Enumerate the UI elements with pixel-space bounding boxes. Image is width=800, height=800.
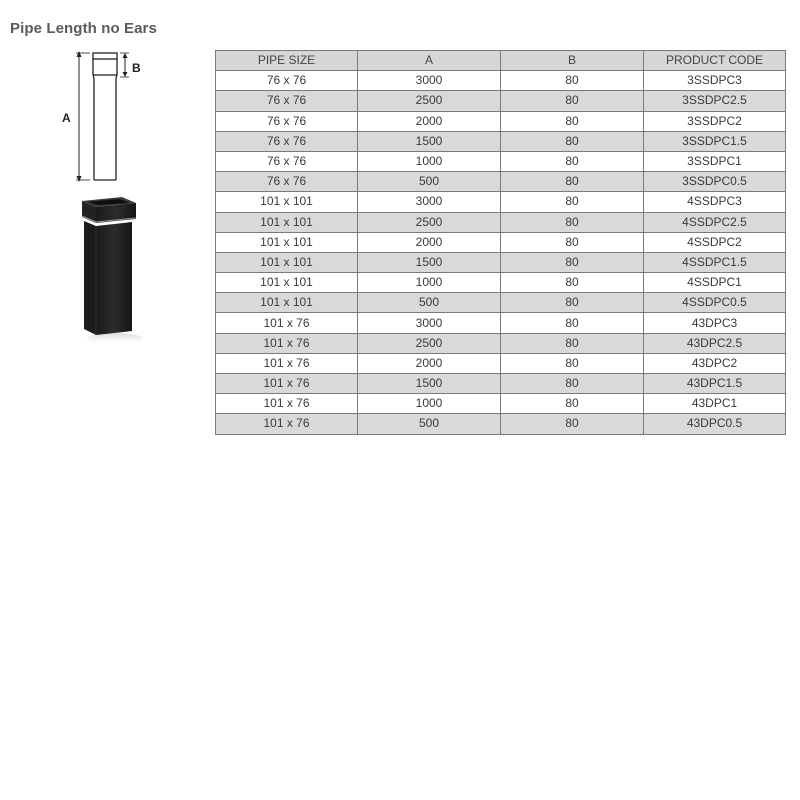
cell-product-code: 3SSDPC3 [644, 71, 786, 91]
cell-product-code: 43DPC1 [644, 394, 786, 414]
pipe-product-photo [70, 193, 150, 348]
cell-product-code: 4SSDPC1 [644, 273, 786, 293]
cell-product-code: 43DPC1.5 [644, 374, 786, 394]
cell-a: 3000 [358, 192, 501, 212]
table-row [216, 232, 786, 252]
dimension-a-marker [76, 51, 90, 182]
page-title: Pipe Length no Ears [10, 20, 157, 37]
cell-b: 80 [501, 232, 644, 252]
cell-pipe-size: 76 x 76 [216, 111, 358, 131]
cell-pipe-size: 101 x 76 [216, 374, 358, 394]
cell-pipe-size: 101 x 101 [216, 293, 358, 313]
header-pipe-size: PIPE SIZE [216, 51, 358, 71]
cell-product-code: 3SSDPC1.5 [644, 131, 786, 151]
cell-b: 80 [501, 333, 644, 353]
cell-product-code: 4SSDPC1.5 [644, 252, 786, 272]
cell-a: 2500 [358, 333, 501, 353]
cell-product-code: 43DPC2.5 [644, 333, 786, 353]
cell-b: 80 [501, 131, 644, 151]
header-product-code: PRODUCT CODE [644, 51, 786, 71]
cell-product-code: 3SSDPC1 [644, 151, 786, 171]
table-row [216, 192, 786, 212]
table-row [216, 353, 786, 373]
cell-a: 500 [358, 293, 501, 313]
cell-product-code: 43DPC2 [644, 353, 786, 373]
product-spec-table [215, 50, 786, 435]
cell-b: 80 [501, 414, 644, 434]
cell-b: 80 [501, 293, 644, 313]
header-b: B [501, 51, 644, 71]
dimension-a-label: A [62, 111, 71, 125]
cell-a: 1000 [358, 394, 501, 414]
cell-b: 80 [501, 374, 644, 394]
table-row [216, 151, 786, 171]
cell-pipe-size: 76 x 76 [216, 172, 358, 192]
cell-b: 80 [501, 151, 644, 171]
cell-b: 80 [501, 111, 644, 131]
cell-pipe-size: 101 x 101 [216, 192, 358, 212]
cell-a: 500 [358, 414, 501, 434]
cell-a: 2500 [358, 91, 501, 111]
cell-pipe-size: 101 x 101 [216, 212, 358, 232]
cell-b: 80 [501, 394, 644, 414]
cell-b: 80 [501, 273, 644, 293]
cell-a: 1000 [358, 273, 501, 293]
header-a: A [358, 51, 501, 71]
cell-a: 1500 [358, 252, 501, 272]
cell-product-code: 3SSDPC2.5 [644, 91, 786, 111]
cell-product-code: 43DPC0.5 [644, 414, 786, 434]
table-row [216, 91, 786, 111]
cell-b: 80 [501, 172, 644, 192]
cell-pipe-size: 76 x 76 [216, 71, 358, 91]
cell-b: 80 [501, 91, 644, 111]
cell-product-code: 3SSDPC0.5 [644, 172, 786, 192]
cell-pipe-size: 76 x 76 [216, 151, 358, 171]
dimension-b-label: B [132, 61, 141, 75]
cell-pipe-size: 76 x 76 [216, 91, 358, 111]
cell-a: 3000 [358, 313, 501, 333]
table-row [216, 273, 786, 293]
dimension-b-marker [120, 53, 129, 77]
cell-a: 2000 [358, 353, 501, 373]
table-row [216, 172, 786, 192]
pipe-outline [93, 53, 117, 180]
cell-product-code: 43DPC3 [644, 313, 786, 333]
table-row [216, 333, 786, 353]
cell-pipe-size: 101 x 76 [216, 414, 358, 434]
cell-pipe-size: 101 x 76 [216, 353, 358, 373]
cell-b: 80 [501, 353, 644, 373]
cell-a: 1000 [358, 151, 501, 171]
table-row [216, 374, 786, 394]
cell-b: 80 [501, 212, 644, 232]
cell-pipe-size: 101 x 101 [216, 232, 358, 252]
table-row [216, 252, 786, 272]
table-row [216, 212, 786, 232]
cell-a: 3000 [358, 71, 501, 91]
cell-product-code: 4SSDPC2 [644, 232, 786, 252]
cell-b: 80 [501, 313, 644, 333]
cell-a: 2500 [358, 212, 501, 232]
table-row [216, 71, 786, 91]
table-row [216, 394, 786, 414]
cell-a: 500 [358, 172, 501, 192]
cell-a: 1500 [358, 374, 501, 394]
cell-a: 1500 [358, 131, 501, 151]
cell-product-code: 4SSDPC0.5 [644, 293, 786, 313]
cell-b: 80 [501, 192, 644, 212]
cell-pipe-size: 101 x 76 [216, 333, 358, 353]
cell-b: 80 [501, 71, 644, 91]
table-row [216, 111, 786, 131]
table-row [216, 131, 786, 151]
pipe-dimension-diagram [50, 45, 160, 190]
table-row [216, 313, 786, 333]
cell-a: 2000 [358, 232, 501, 252]
cell-product-code: 3SSDPC2 [644, 111, 786, 131]
cell-product-code: 4SSDPC3 [644, 192, 786, 212]
table-row [216, 293, 786, 313]
table-row [216, 414, 786, 434]
cell-a: 2000 [358, 111, 501, 131]
cell-b: 80 [501, 252, 644, 272]
cell-pipe-size: 101 x 101 [216, 252, 358, 272]
cell-pipe-size: 101 x 76 [216, 313, 358, 333]
cell-pipe-size: 76 x 76 [216, 131, 358, 151]
cell-product-code: 4SSDPC2.5 [644, 212, 786, 232]
table-header-row [216, 51, 786, 71]
cell-pipe-size: 101 x 76 [216, 394, 358, 414]
cell-pipe-size: 101 x 101 [216, 273, 358, 293]
